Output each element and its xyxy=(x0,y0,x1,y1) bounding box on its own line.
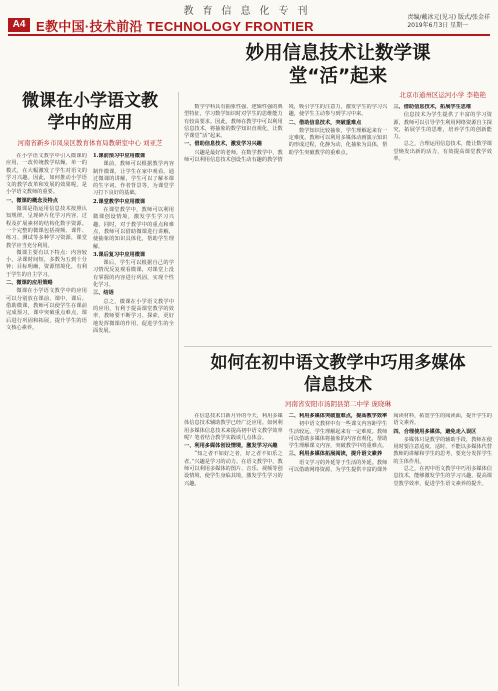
paragraph: 语文学习的外延等于生活的外延。教师可以借助网络资源，为学生提供丰富的课外阅读材料，拓宽学生的阅读面，提升学生的语文素养。 xyxy=(288,413,492,474)
subheading: 三、结语 xyxy=(93,290,114,297)
issue-meta xyxy=(407,14,490,30)
date-line: 2019年6月3日 星期一 xyxy=(407,22,469,29)
subheading: 2.课堂教学中应用微课 xyxy=(93,198,146,205)
paragraph: 微课在小学语文教学中的应用可以分别放在课前、课中、课后。借助微课，教师可以使学生在课前完成预习，课中突破重点难点，课后进行巩固和拓展，提升学生的语文核心素养。 xyxy=(6,288,87,331)
subheading: 3.课后复习中应用微课 xyxy=(93,251,146,258)
paragraph: 课前，教师可以根据教学内容制作微课，让学生在家中观看。通过微课的讲解，学生可以了解本课的生字词、作者背景等，为课堂学习打下良好的基础。 xyxy=(93,161,174,197)
header-rule xyxy=(8,34,490,36)
subheading: 二、利用多媒体突破重难点，提高教学效率 xyxy=(288,413,388,419)
page-header xyxy=(0,0,498,36)
paragraph: 在信息技术日新月异的今天，利用多媒体信息技术辅助教学已经广泛应用。如何利用多媒体信息技术来提高初中语文教学效率呢？笔者结合教学实践谈几点体会。 xyxy=(184,413,283,441)
section-divider xyxy=(184,346,492,347)
article-math-it xyxy=(184,42,492,342)
subheading: 四、合理使用多媒体，避免走入误区 xyxy=(393,428,477,435)
article-title: 微课在小学语文教学中的应用 xyxy=(22,91,158,133)
article-byline: 河南省新乡市凤泉区教育体育局教研室中心 刘亚芝 xyxy=(17,139,163,147)
article-body xyxy=(6,153,174,663)
masthead: 教育信息化专刊 xyxy=(183,6,317,17)
paragraph: 总之，在初中语文教学中巧用多媒体信息技术，能够激发学生的学习兴趣，提高课堂教学效率，促进学生语文素养的提升。 xyxy=(393,466,492,487)
subheading: 二、微课的应用策略 xyxy=(6,280,53,287)
paragraph: 在课堂教学中，教师可以利用微课创设情境，激发学生学习兴趣。同时，对于教学中的重点和难点，教师可以借助微课进行讲解，使抽象的知识具体化，帮助学生理解。 xyxy=(93,207,174,250)
article-chinese-multimedia xyxy=(184,352,492,686)
section-rubric: E教中国·技术前沿 TECHNOLOGY FRONTIER xyxy=(36,19,314,34)
paragraph: 在小学语文教学中引入微课的应用，一改传统教学枯燥、单一的模式，在大幅激发了学生对语文的学习兴趣。因此，如何推动小学语文的教学改革和发展的效果呢，是小学语文教师的重要。 xyxy=(6,153,87,196)
subheading: 一、借助信息技术，激发学习兴趣 xyxy=(184,141,262,148)
paragraph: 信息技术为学生提供了丰富的学习资源，教师可以引导学生利用网络资源自主探究，拓展学生的思维，培养学生的创新能力。 xyxy=(393,112,492,141)
paragraph: “知之者不如好之者，好之者不如乐之者。”兴趣是学习的动力。在语文教学中，教师可以利用多媒体的图片、音乐、视频等创设情境，使学生身临其境，激发学生学习的兴趣。 xyxy=(184,451,283,487)
article-title: 妙用信息技术让数学课堂“活”起来 xyxy=(245,43,431,87)
paragraph: 兴趣是最好的老师。在数学教学中，教师可以利用信息技术创设生动有趣的教学情境，吸引学生的注意力，激发学生的学习兴趣，使学生主动参与到学习中来。 xyxy=(184,104,388,164)
paragraph: 多媒体只是教学的辅助手段，教师在使用时要注意适度、适时，不能以多媒体代替教师的讲解和学生的思考，要充分发挥学生的主体作用。 xyxy=(393,436,492,465)
page-number: A4 xyxy=(8,18,30,32)
editor-line: 责编/戴冰元(见习) 版式/张金祥 xyxy=(407,14,490,21)
paragraph: 微课是指运用信息技术按照认知规律，呈现碎片化学习内容、过程及扩展素材的结构化数字资源。一个完整的微课包括视频、课件、练习、测试等多种学习资源，课堂教学应当充分利用。 xyxy=(6,206,87,249)
subheading: 三、借助信息技术，拓展学生思维 xyxy=(393,104,472,110)
subheading: 一、利用多媒体创设情境，激发学习兴趣 xyxy=(184,443,278,450)
paragraph: 数学知识比较抽象，学生理解起来有一定难度。教师可以利用多媒体动画演示知识的形成过程，化静为动，化抽象为具体，帮助学生突破教学的重难点。 xyxy=(288,127,388,156)
article-body xyxy=(184,104,492,340)
article-byline: 北京市通州区运河小学 李艳艳 xyxy=(399,91,486,99)
subheading: 三、利用多媒体拓展阅读，提升语文素养 xyxy=(288,451,383,458)
paragraph: 数学学科具有抽象性强、逻辑性强的典型特征，学习数学知识时对学生的思维能力有较高要求。因此，教师在教学中可以利用信息技术，将抽象的数学知识直观化，让数学课堂“活”起来。 xyxy=(184,104,283,140)
article-title: 如何在初中语文教学中巧用多媒体信息技术 xyxy=(210,353,466,395)
column-divider xyxy=(178,92,179,686)
subheading: 1.课前预习中应用微课 xyxy=(93,153,146,159)
article-byline: 河南省安阳市汤阴县第二中学 庞晓琳 xyxy=(284,400,392,408)
paragraph: 总之，微课在小学语文教学中的应用，有利于提高课堂教学的效率，教师要不断学习、探索，更好地发挥微课的作用，促进学生的全面发展。 xyxy=(93,298,174,334)
paragraph: 微课主要有以下特点：内容较小，录课时间短，多数为五到十分钟；目标明确，资源情境化，有利于学生的自主学习。 xyxy=(6,249,87,278)
article-micro-lesson xyxy=(6,90,174,686)
paragraph: 总之，合理运用信息技术，能让数学课堂焕发出新的活力，有效提高课堂教学效率。 xyxy=(393,141,492,163)
article-body xyxy=(184,413,492,683)
paragraph: 初中语文教材中有一些课文内容距学生生活较远，学生理解起来有一定难度。教师可以借助多媒体将抽象的内容直观化，帮助学生理解课文内容，突破教学中的重难点。 xyxy=(288,421,388,450)
paragraph: 课后，学生可以根据自己的学习情况反复观看微课，对课堂上没有掌握的内容进行巩固，实现个性化学习。 xyxy=(93,260,174,289)
subheading: 一、微课的概念及特点 xyxy=(6,197,58,204)
subheading: 二、借助信息技术，突破重难点 xyxy=(288,119,362,126)
